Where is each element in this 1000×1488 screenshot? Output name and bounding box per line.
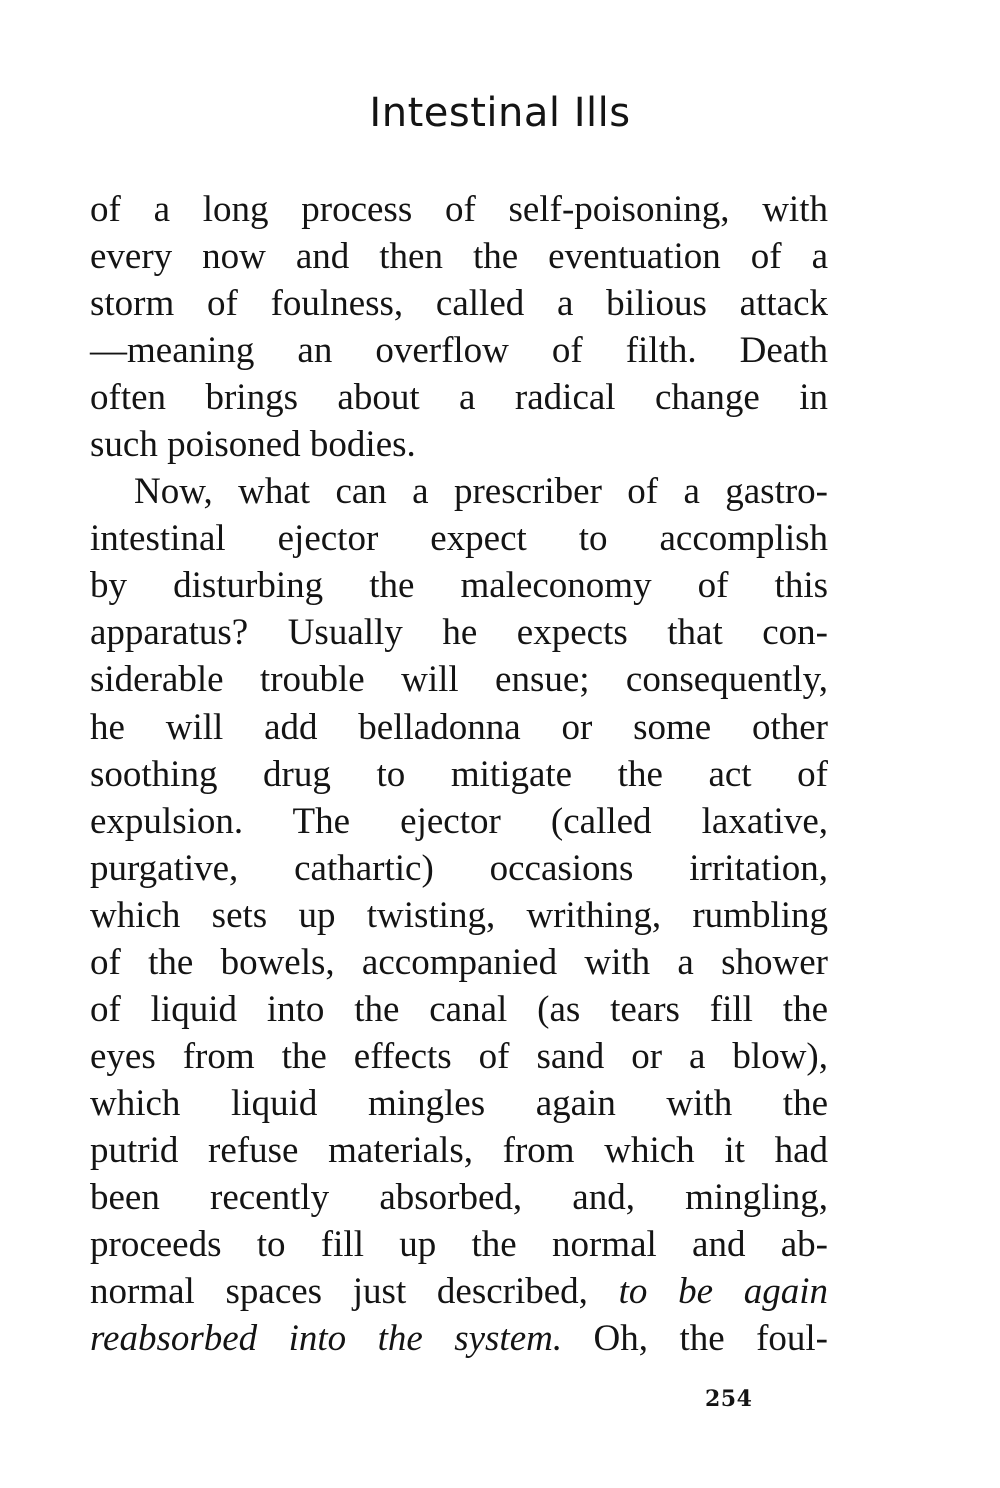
text-line: of the bowels, accompanied with a shower (90, 941, 828, 983)
text-line-mixed (90, 1268, 828, 1315)
text-line: siderable trouble will ensue; consequently, (90, 659, 828, 701)
text-line: often brings about a radical change in (90, 377, 828, 419)
text-line: eyes from the effects of sand or a blow), (90, 1035, 828, 1077)
text-line: putrid refuse materials, from which it had (90, 1129, 828, 1171)
text-line: —meaning an overflow of filth. Death (90, 330, 828, 372)
text-line: intestinal ejector expect to accomplish (90, 518, 828, 560)
text-line: purgative, cathartic) occasions irritation, (90, 847, 828, 889)
text-roman: Oh, the foul- (593, 1318, 828, 1360)
text-roman: normal spaces just described, (90, 1271, 588, 1313)
text-line: been recently absorbed, and, mingling, (90, 1176, 828, 1218)
page-number: 254 (705, 1386, 753, 1412)
text-line: soothing drug to mitigate the act of (90, 753, 828, 795)
text-line: which sets up twisting, writhing, rumbling (90, 894, 828, 936)
text-line: Now, what can a prescriber of a gastro- (134, 471, 828, 513)
text-line: of liquid into the canal (as tears fill the (90, 988, 828, 1030)
paragraph-1 (90, 186, 828, 468)
text-line: proceeds to fill up the normal and ab- (90, 1224, 828, 1266)
text-line: such poisoned bodies. (90, 424, 416, 466)
text-italic: to be again (618, 1271, 829, 1313)
text-line: he will add belladonna or some other (90, 706, 828, 748)
text-line: by disturbing the maleconomy of this (90, 565, 828, 607)
text-line: apparatus? Usually he expects that con- (90, 612, 828, 654)
running-head: Intestinal Ills (369, 90, 631, 136)
paragraph-2 (90, 468, 828, 1362)
text-line: expulsion. The ejector (called laxative, (90, 800, 828, 842)
text-line-mixed (90, 1315, 828, 1362)
text-line: storm of foulness, called a bilious attack (90, 283, 828, 325)
text-line: of a long process of self-poisoning, with (90, 189, 828, 230)
body-text (90, 186, 828, 1362)
text-line: which liquid mingles again with the (90, 1082, 828, 1124)
text-italic: reabsorbed into the system. (90, 1318, 563, 1360)
text-line: every now and then the eventuation of a (90, 236, 828, 278)
